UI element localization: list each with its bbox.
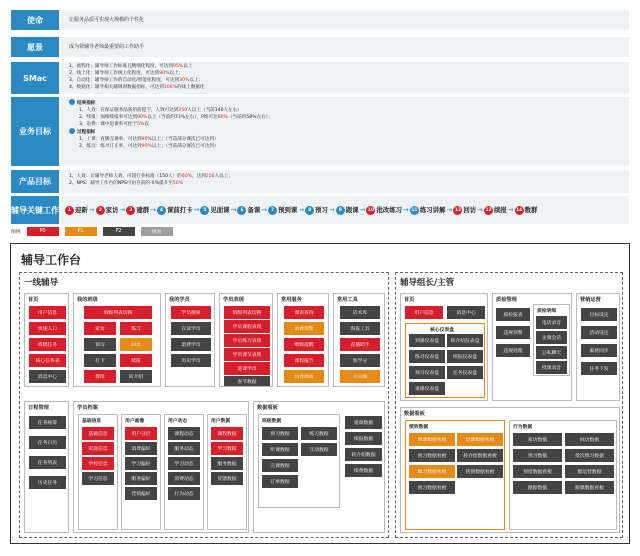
product-line-0: [69, 173, 621, 180]
flow-step-label: 备课: [247, 205, 261, 214]
process-head: [69, 128, 621, 136]
practice-button[interactable]: 练习: [120, 322, 152, 335]
result-head-text: 结果指标: [77, 101, 96, 106]
flow-step-5: [200, 206, 229, 215]
user-data-box: [207, 414, 247, 530]
chat-record-button[interactable]: 公私聊天: [536, 346, 567, 359]
order-data-button[interactable]: 订单数据: [262, 475, 298, 488]
flow-arrow-icon: →: [261, 205, 268, 214]
smac-label: SMac: [11, 62, 59, 94]
task-dashboard-button[interactable]: 任务仪表盘: [447, 366, 483, 379]
mission-text: 让服务品质可实现大规模的个性化: [69, 16, 145, 23]
product-line-1: [69, 180, 621, 187]
survey-button[interactable]: 问卷调查: [284, 370, 324, 383]
product-line-1-pre: 2、NPS：辅导工作台的NPS可由目前的-X%提升至: [69, 181, 173, 186]
smac-line-2-post: 以上；: [189, 78, 204, 83]
flow-arrow-icon: →: [477, 205, 483, 214]
smac-text: [61, 62, 629, 94]
product-line-0-post: ，达到: [191, 174, 206, 179]
refund-students-button[interactable]: 退费学员: [171, 338, 211, 351]
inspect-detail-box: [533, 304, 570, 376]
process-line-1-hl: 90%: [141, 144, 152, 149]
flow-step-label: 批改练习: [376, 205, 403, 214]
group-button[interactable]: 群组: [84, 370, 116, 383]
flow-step-label: 见面课: [210, 205, 230, 214]
flow-step-number: 14: [516, 207, 523, 213]
smac-line-3-post: 的线上数据化: [176, 85, 205, 90]
flow-arrow-icon: →: [298, 205, 305, 214]
flow-step-8: [305, 206, 328, 215]
legend-p2: P2: [103, 227, 135, 236]
referral-button[interactable]: 转介绍: [120, 370, 152, 383]
flow-step-label: 预习: [315, 205, 328, 214]
inspect-detail-title: 质检明细: [537, 309, 557, 314]
leader-message-button[interactable]: 消息中心: [447, 306, 485, 319]
smac-line-1-post: 以上；: [169, 71, 184, 76]
referral-dashboard-button[interactable]: 转介绍仪表盘: [447, 334, 483, 347]
right-board-panel: [400, 407, 620, 533]
result-dot-icon: [69, 99, 75, 105]
flow-step-label: 课前打卡: [166, 205, 193, 214]
process-line-0-post: 以上；（当前部分课次已可达到）: [151, 137, 219, 142]
live-assistant-button[interactable]: 直播助手: [340, 338, 380, 351]
task-overview-button[interactable]: 任务统筹: [29, 416, 66, 429]
workbench: [10, 243, 630, 544]
flow-step-number: 5: [200, 206, 209, 215]
schedule-query-button[interactable]: 课表查询: [284, 306, 324, 319]
quality-report-button[interactable]: 质检报表: [496, 308, 530, 321]
workbench-title: 辅导工作台: [21, 253, 82, 267]
flow-step-number: 6: [237, 206, 246, 215]
perf-panel-title: 学员表现: [223, 297, 244, 303]
family-info-button[interactable]: 家庭信息: [82, 442, 114, 455]
smac-line-0-hl: 95%: [173, 64, 184, 69]
study-info-button[interactable]: 学习信息: [82, 472, 114, 485]
feedback-data-button[interactable]: 反馈数据: [211, 472, 243, 485]
daily-panel: [24, 401, 69, 533]
portrait-box: [121, 414, 161, 530]
result-line-2: [69, 121, 621, 128]
services-panel: [277, 293, 329, 387]
smac-line-0-pre: 1、流程化：辅导师工作标准且精细化程度，可达到: [69, 64, 173, 69]
dropout-dashboard-button[interactable]: 退课仪表盘: [409, 382, 445, 395]
score-chart-button[interactable]: 分分图: [340, 370, 380, 383]
flow-arrow-icon: →: [150, 205, 156, 214]
flow-arrow-icon: →: [403, 205, 409, 214]
kpi-dashboard-title: 核心仪表盘: [430, 328, 454, 333]
flow-arrow-icon: →: [88, 205, 95, 214]
preview-board-2-button[interactable]: 预习数据看板: [409, 481, 455, 494]
portrait-title: 用户画像: [125, 419, 145, 424]
smac-line-2-hl: 30%: [179, 78, 190, 83]
home-visit-data-button[interactable]: 家访数据: [513, 433, 562, 446]
vision-text: 成为领辅导老师最重要的工作助手: [69, 43, 145, 50]
dynamic-box: [164, 414, 204, 530]
poster-tool-button[interactable]: 海报工具: [340, 322, 380, 335]
flow-step-number: 1: [65, 206, 74, 215]
quality-title: 质检管理: [496, 297, 517, 303]
message-center-button[interactable]: 消息中心: [29, 370, 66, 383]
renewal-button[interactable]: 续报: [120, 354, 152, 367]
legend-p0: P0: [27, 227, 59, 236]
smac-row: [11, 62, 629, 94]
flow-step-label: 练习讲解: [419, 205, 446, 214]
history-students-button[interactable]: 历史学员: [171, 354, 211, 367]
flow-step-number: 11: [411, 207, 418, 213]
quick-entry-button[interactable]: 快速入口: [29, 322, 66, 335]
flow-step-number: 9: [336, 206, 345, 215]
attend-dashboard-button[interactable]: 到课仪表盘: [409, 334, 445, 347]
tools-panel-title: 常用工具: [337, 297, 358, 303]
preview-data-button[interactable]: 预习数据: [262, 427, 298, 440]
flow-step-label: 家访: [105, 205, 119, 214]
flow-step-label: 预到课: [278, 205, 298, 214]
group-ops-button[interactable]: 群运营数据: [565, 465, 614, 478]
flow-step-label: 跟课: [345, 205, 359, 214]
leader-home-title: 首页: [404, 297, 415, 303]
vision-label: 愿景: [11, 37, 59, 57]
process-head-text: 过程指标: [77, 130, 96, 135]
result-head: [69, 99, 621, 107]
service-pref-button[interactable]: 服务偏好: [125, 472, 157, 485]
preview-behavior-button[interactable]: 预习数据: [513, 449, 562, 462]
quality-panel: [492, 293, 572, 401]
flow-step-1: [65, 206, 88, 215]
product-row: [11, 170, 629, 193]
process-line-1-pre: 2、练习：练习订正率，可达到: [79, 144, 142, 149]
preview-button[interactable]: 预习: [84, 338, 116, 351]
mystudents-panel-title: 我的学员: [169, 297, 190, 303]
checkin-button[interactable]: 打卡: [84, 354, 116, 367]
practice-dashboard-button[interactable]: 练习仪表盘: [409, 350, 445, 363]
home-panel-title: 首页: [28, 297, 39, 303]
flow-step-11: [410, 206, 446, 215]
flow-step-number: 7: [268, 206, 277, 215]
perf-panel: [219, 293, 273, 387]
flow-step-label: 续报: [494, 205, 507, 214]
script-library-button[interactable]: 话术库: [340, 306, 380, 319]
right-board-title: 数据看板: [404, 411, 425, 417]
result-line-1-pre: 2、续报：加维续报率可达到: [79, 115, 138, 120]
flow-step-number: 8: [305, 206, 314, 215]
goals-text: [61, 97, 629, 166]
preview-dashboard-button[interactable]: 预习仪表盘: [409, 366, 445, 379]
process-line-0-pre: 1、上课：直播完课率，可达到: [79, 137, 142, 142]
flow-step-number: 10: [367, 207, 375, 213]
flow-arrow-icon: →: [119, 205, 126, 214]
result-line-0-post: 人以上（当前140人左右）: [187, 108, 242, 113]
phone-record-button[interactable]: 电话录音: [536, 316, 567, 329]
left-board-panel: [253, 401, 385, 533]
study-data-button[interactable]: 学习数据: [211, 442, 243, 455]
active-students-button[interactable]: 在读学员: [171, 322, 211, 335]
flow-step-2: [96, 206, 119, 215]
consume-alert-button[interactable]: 消费预警: [284, 322, 324, 335]
left-board-title: 数据看板: [257, 405, 278, 411]
frontline-title: 一线辅导: [24, 278, 59, 288]
product-line-1-hl: 50%: [172, 181, 184, 186]
recharge-data-button[interactable]: 续费数据: [345, 464, 382, 477]
smac-line-0-post: 以上: [183, 64, 193, 69]
daily-panel-title: 日程管理: [28, 405, 49, 411]
myclass-panel-title: 我的班级: [77, 297, 98, 303]
dynamic-title: 用户动态: [168, 419, 188, 424]
interact-data-button[interactable]: 互动数据: [301, 443, 337, 456]
goals-label: 业务目标: [11, 97, 59, 166]
flow-arrow-icon: →: [193, 205, 200, 214]
flow-step-number: 4: [157, 206, 166, 215]
smac-line-2-pre: 3、自动化：辅导师工作的自动化/智能化程度，可达到: [69, 78, 180, 83]
course-report-button[interactable]: 课程报告: [284, 354, 324, 367]
result-line-0-pre: 1、人效：在保证服务品质的前提下，人效可达到: [79, 108, 179, 113]
basic-info-box: [78, 414, 118, 530]
flow-arrow-icon: →: [507, 205, 514, 214]
smac-line-3: [69, 84, 621, 91]
flow-steps: [61, 196, 629, 224]
flow-arrow-icon: →: [446, 205, 453, 214]
ops-panel: [576, 293, 620, 401]
attend-board-button[interactable]: 到课数据看板: [409, 433, 455, 446]
dropout-data-button[interactable]: 退课数据: [345, 416, 382, 429]
flow-step-7: [268, 206, 297, 215]
marketing-pref-button[interactable]: 营销偏好: [125, 487, 157, 500]
attend-students-button[interactable]: 迎课学员: [224, 362, 270, 375]
transfer-board-button[interactable]: 转预数据看板: [457, 465, 503, 478]
legend-plan: 规划: [141, 227, 173, 236]
perf-data-box: [405, 420, 505, 530]
flow-step-10: [366, 206, 402, 215]
smac-line-2: [69, 77, 621, 84]
tools-panel: [333, 293, 385, 387]
mission-row: [11, 10, 629, 30]
ops-title: 营销运营: [580, 297, 601, 303]
flow-step-9: [336, 206, 359, 215]
violation-handle-button[interactable]: 违规处理: [496, 344, 530, 357]
practice-data-button[interactable]: 练习数据: [301, 427, 337, 440]
referral-board-button[interactable]: 转介绍数据看板: [457, 449, 503, 462]
legend-label: 图例: [11, 230, 21, 235]
user-info-button[interactable]: 用户信息: [29, 306, 66, 319]
mystudents-panel: [165, 293, 215, 387]
product-label: 产品目标: [11, 170, 59, 193]
flow-step-number: 3: [126, 206, 135, 215]
class-task-button[interactable]: 班级任务: [29, 338, 66, 351]
student-search-button[interactable]: 学员搜索: [171, 306, 211, 319]
flow-step-3: [126, 206, 149, 215]
course-dynamic-button[interactable]: 课程动态: [168, 427, 200, 440]
flow-label: 辅导关键工作: [11, 196, 59, 224]
study-pref-button[interactable]: 学习偏好: [125, 457, 157, 470]
product-line-0-hl: 60%: [181, 174, 192, 179]
activity-setting-button[interactable]: 活动设定: [581, 326, 617, 339]
product-line-0-hl2: 250: [205, 174, 215, 179]
frontline-section: [19, 272, 389, 538]
user-data-title: 用户数据: [211, 419, 231, 424]
profile-panel-title: 学员档案: [77, 405, 98, 411]
flow-step-label: 数群: [524, 205, 538, 214]
dropout-board-button[interactable]: 退课数据看板: [457, 433, 503, 446]
batch-practice-button[interactable]: 批次练习数据: [565, 449, 614, 462]
process-line-1-post: 以上；（当前部分课次已可达到）: [151, 144, 219, 149]
product-text: [61, 170, 629, 193]
services-panel-title: 常用服务: [281, 297, 302, 303]
leader-user-info-button[interactable]: 用户信息: [405, 306, 443, 319]
school-info-button[interactable]: 学校信息: [82, 457, 114, 470]
smac-line-3-pre: 4、数据化：辅导相关辅调项数据指标，可达到: [69, 85, 164, 90]
flow-step-12: [453, 206, 476, 215]
flow-step-label: 回访: [463, 205, 477, 214]
perf-class-switch-button[interactable]: 班级列表切换: [224, 306, 270, 319]
course-data-button[interactable]: 课程数据: [211, 427, 243, 440]
flow-step-6: [237, 206, 260, 215]
process-line-1: [69, 143, 621, 150]
lesson-perf-button[interactable]: 学员课节表现: [224, 348, 270, 361]
leader-home-panel: [400, 293, 488, 401]
result-line-2-pre: 3、退费：课中退课率可控于: [79, 122, 138, 127]
legend: [11, 227, 173, 236]
material-sync-button[interactable]: 素材同步: [581, 344, 617, 357]
reserve-board-button[interactable]: 预留数据看板: [513, 465, 562, 478]
violation-alert-button[interactable]: 违规预警: [496, 326, 530, 339]
flow-step-14: [515, 206, 538, 215]
flow-step-number: 13: [485, 207, 492, 213]
process-line-0: [69, 136, 621, 143]
behavior-data-title: 行为数据: [513, 425, 533, 430]
goal-setting-button[interactable]: 目标设定: [581, 308, 617, 321]
listen-data-button[interactable]: 听课数据: [262, 443, 298, 456]
result-line-0-hl: 250: [178, 108, 188, 113]
study-dynamic-button[interactable]: 学习动态: [168, 457, 200, 470]
class-data-box: [258, 414, 340, 508]
service-data-button[interactable]: 服务数据: [211, 457, 243, 470]
upgrade-remind-button[interactable]: 赠级提醒: [284, 338, 324, 351]
finish-data-button[interactable]: 完课数据: [262, 459, 298, 472]
flow-row: [11, 196, 629, 224]
revisit-data-button[interactable]: 回访数据: [565, 433, 614, 446]
behavior-data-box: [509, 420, 617, 530]
vision-row: [11, 37, 629, 57]
result-line-1: [69, 114, 621, 121]
renewal-data-button[interactable]: 续报数据: [345, 432, 382, 445]
profile-panel: [73, 401, 249, 533]
flow-step-number: 2: [96, 206, 105, 215]
process-line-0-hl: 90%: [141, 137, 152, 142]
smac-line-1-pre: 2、线上化：辅导师工作线上化程度，可达到: [69, 71, 160, 76]
course-perf-button[interactable]: 学员课程表现: [224, 320, 270, 333]
result-line-1-post: 以上（当前约73%左右），P维可达: [147, 115, 218, 120]
flow-step-label: 建群: [136, 205, 150, 214]
leader-section: [395, 272, 623, 538]
smac-line-1-hl: 90%: [159, 71, 170, 76]
product-line-0-post2: 人以上；: [214, 174, 233, 179]
flow-arrow-icon: →: [230, 205, 237, 214]
flow-step-number: 12: [454, 207, 461, 213]
task-calendar-button[interactable]: 任务日历: [29, 436, 66, 449]
basic-info-title: 基础信息: [82, 419, 102, 424]
service-dynamic-button[interactable]: 服务动态: [168, 442, 200, 455]
result-line-1-post2: （当前约58%左右）；: [227, 115, 273, 120]
flow-step-label: 迎新: [75, 205, 88, 214]
practice-board-button[interactable]: 练习数据看板: [409, 465, 455, 478]
renewal-dashboard-button[interactable]: 续报仪表盘: [447, 350, 483, 363]
lecture-record-button[interactable]: 授课录音: [536, 361, 567, 374]
smac-line-0: [69, 63, 621, 70]
lesson-data-button[interactable]: 查节数据: [224, 376, 270, 386]
add-credit-button[interactable]: 加学分: [340, 354, 380, 367]
perf-data-title: 绩效数据: [409, 425, 429, 430]
goals-row: [11, 97, 629, 166]
basic-info-button[interactable]: 基础信息: [82, 427, 114, 440]
flow-step-13: [484, 206, 507, 215]
wecom-session-button[interactable]: 企微会话: [536, 331, 567, 344]
smac-line-1: [69, 70, 621, 77]
task-dispatch-button[interactable]: 任务下发: [581, 362, 617, 375]
flow-arrow-icon: →: [359, 205, 366, 214]
home-panel: [24, 293, 69, 387]
class-data-title: 班级数据: [262, 419, 282, 424]
myclass-panel: [73, 293, 161, 387]
product-line-0-pre: 1、人效：让辅导老师人效，可超行业标准（150人）的: [69, 174, 182, 179]
core-task-table-button[interactable]: 核心任务表: [29, 354, 66, 367]
consume-dynamic-button[interactable]: 消费动态: [168, 472, 200, 485]
flow-arrow-icon: →: [328, 205, 335, 214]
result-line-1-hl2: 80%: [217, 115, 228, 120]
tracking-data-button[interactable]: 跟踪数据: [513, 481, 562, 494]
practice-perf-button[interactable]: 学员练习表现: [224, 334, 270, 347]
preview-board-button[interactable]: 预习数据看板: [409, 449, 455, 462]
kpi-dashboard-box: [405, 323, 485, 398]
history-task-button[interactable]: 历史任务: [29, 476, 66, 489]
legend-p1: P1: [65, 227, 97, 236]
result-line-1-hl: 80%: [137, 115, 148, 120]
result-line-2-post: 以: [144, 122, 149, 127]
consume-pref-button[interactable]: 消费偏好: [125, 442, 157, 455]
class-switch-button[interactable]: 班级列表切换: [84, 306, 152, 319]
leader-title: 辅导组长/主管: [400, 278, 455, 288]
task-list-button[interactable]: 任务列表: [29, 456, 66, 469]
user-layer-button[interactable]: 用户分层: [125, 427, 157, 440]
flow-step-4: [157, 206, 193, 215]
smac-line-3-hl: 100%: [163, 85, 177, 90]
result-line-2-hl: 5%: [137, 122, 145, 127]
referral-data-button[interactable]: 转介绍数据: [345, 448, 382, 461]
result-line-0: [69, 107, 621, 114]
behavior-dynamic-button[interactable]: 行为动态: [168, 487, 200, 500]
follow-board-button[interactable]: 跟课数据看板: [565, 481, 614, 494]
mission-label: 使命: [11, 10, 59, 30]
revisit-button[interactable]: 回访: [120, 338, 152, 351]
home-visit-button[interactable]: 家访: [84, 322, 116, 335]
process-dot-icon: [69, 128, 75, 134]
